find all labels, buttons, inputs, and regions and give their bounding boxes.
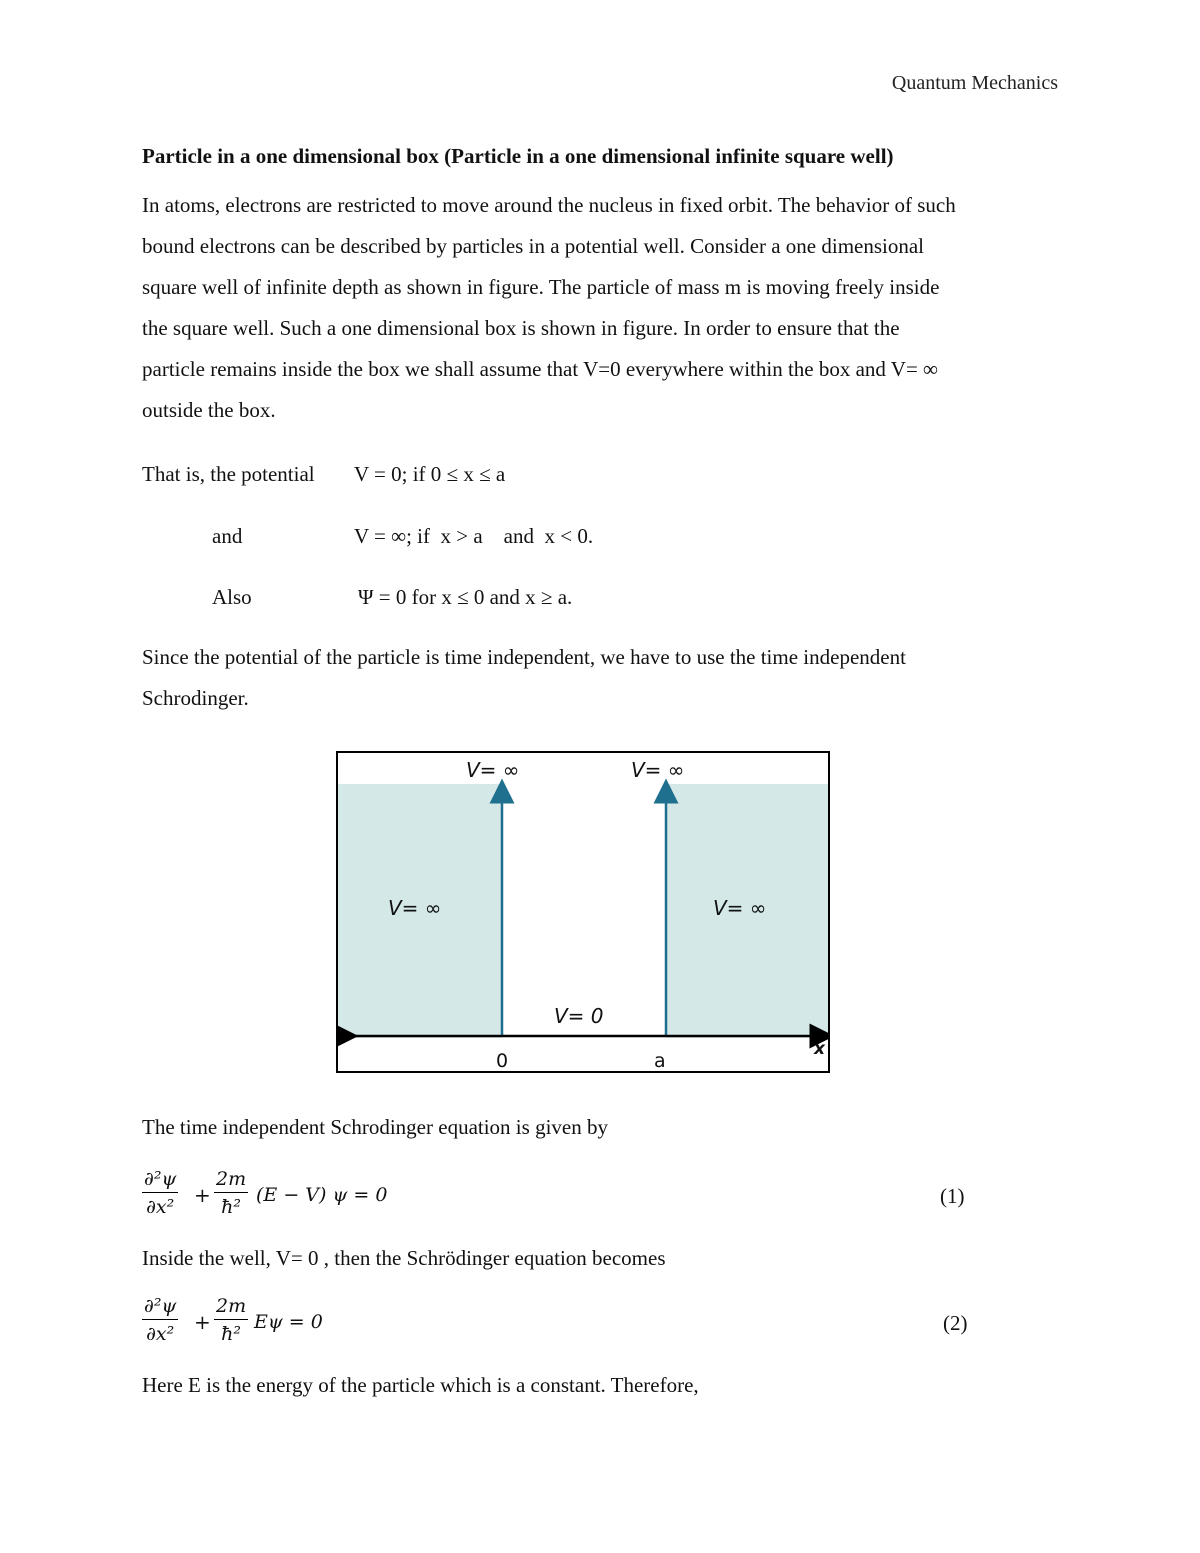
infinite-well-figure xyxy=(336,751,830,1073)
fraction-numerator: 2m xyxy=(214,1294,248,1320)
fraction-denominator: ħ² xyxy=(221,1323,241,1345)
label-left-top: V= ∞ xyxy=(466,758,520,782)
and-label: and xyxy=(212,524,243,548)
equation-1-number: (1) xyxy=(940,1184,965,1208)
since-paragraph xyxy=(142,637,1058,719)
label-right-top: V= ∞ xyxy=(631,758,685,782)
intro-line: the square well. Such a one dimensional box is shown in figure. In order to ensure that the xyxy=(142,316,900,340)
equation-2-number: (2) xyxy=(943,1311,968,1335)
intro-paragraph xyxy=(142,185,1058,431)
equation-1-tail: (E − V) ψ = 0 xyxy=(256,1184,388,1206)
running-header: Quantum Mechanics xyxy=(891,72,1058,94)
tise-intro: The time independent Schrodinger equation is given by xyxy=(142,1115,608,1139)
intro-line: In atoms, electrons are restricted to move around the nucleus in fixed orbit. The behavior of such xyxy=(142,193,956,217)
intro-line: particle remains inside the box we shall assume that V=0 everywhere within the box and V= ∞ xyxy=(142,357,939,381)
label-right-mid: V= ∞ xyxy=(713,896,767,920)
fraction-numerator: 2m xyxy=(214,1167,248,1193)
equation-2 xyxy=(142,1294,1002,1354)
since-line: Schrodinger. xyxy=(142,686,249,710)
intro-line: square well of infinite depth as shown in figure. The particle of mass m is moving freely inside xyxy=(142,275,940,299)
fraction-denominator: ∂x² xyxy=(146,1323,175,1345)
inside-well-text: Inside the well, V= 0 , then the Schrödinger equation becomes xyxy=(142,1246,666,1270)
axis-x-label: x xyxy=(814,1039,825,1059)
well-diagram xyxy=(338,753,828,1071)
fraction-numerator: ∂²ψ xyxy=(142,1294,178,1320)
equation-2-coefficient xyxy=(214,1294,248,1347)
label-left-mid: V= ∞ xyxy=(388,896,442,920)
intro-line: outside the box. xyxy=(142,398,276,422)
also-label: Also xyxy=(212,585,252,609)
final-text: Here E is the energy of the particle which is a constant. Therefore, xyxy=(142,1373,699,1397)
potential-lead: That is, the potential xyxy=(142,462,315,486)
condition-inside: V = 0; if 0 ≤ x ≤ a xyxy=(354,462,506,486)
label-bottom: V= 0 xyxy=(554,1004,604,1028)
condition-outside: V = ∞; if x > a and x < 0. xyxy=(354,524,594,548)
tick-a-label: a xyxy=(654,1050,666,1071)
intro-line: bound electrons can be described by particles in a potential well. Consider a one dimensional xyxy=(142,234,925,258)
equation-1-second-derivative xyxy=(142,1167,178,1220)
fraction-numerator: ∂²ψ xyxy=(142,1167,178,1193)
condition-wavefunction: Ψ = 0 for x ≤ 0 and x ≥ a. xyxy=(358,585,573,609)
plus-sign: + xyxy=(194,1183,211,1207)
equation-1 xyxy=(142,1167,1002,1227)
fraction-denominator: ħ² xyxy=(221,1196,241,1218)
since-line: Since the potential of the particle is time independent, we have to use the time independent xyxy=(142,645,906,669)
equation-2-second-derivative xyxy=(142,1294,178,1347)
equation-1-coefficient xyxy=(214,1167,248,1220)
fraction-denominator: ∂x² xyxy=(146,1196,175,1218)
equation-2-tail: Eψ = 0 xyxy=(254,1311,323,1333)
section-title: Particle in a one dimensional box (Particle in a one dimensional infinite square well) xyxy=(142,144,894,168)
tick-zero-label: 0 xyxy=(496,1050,509,1071)
plus-sign: + xyxy=(194,1310,211,1334)
